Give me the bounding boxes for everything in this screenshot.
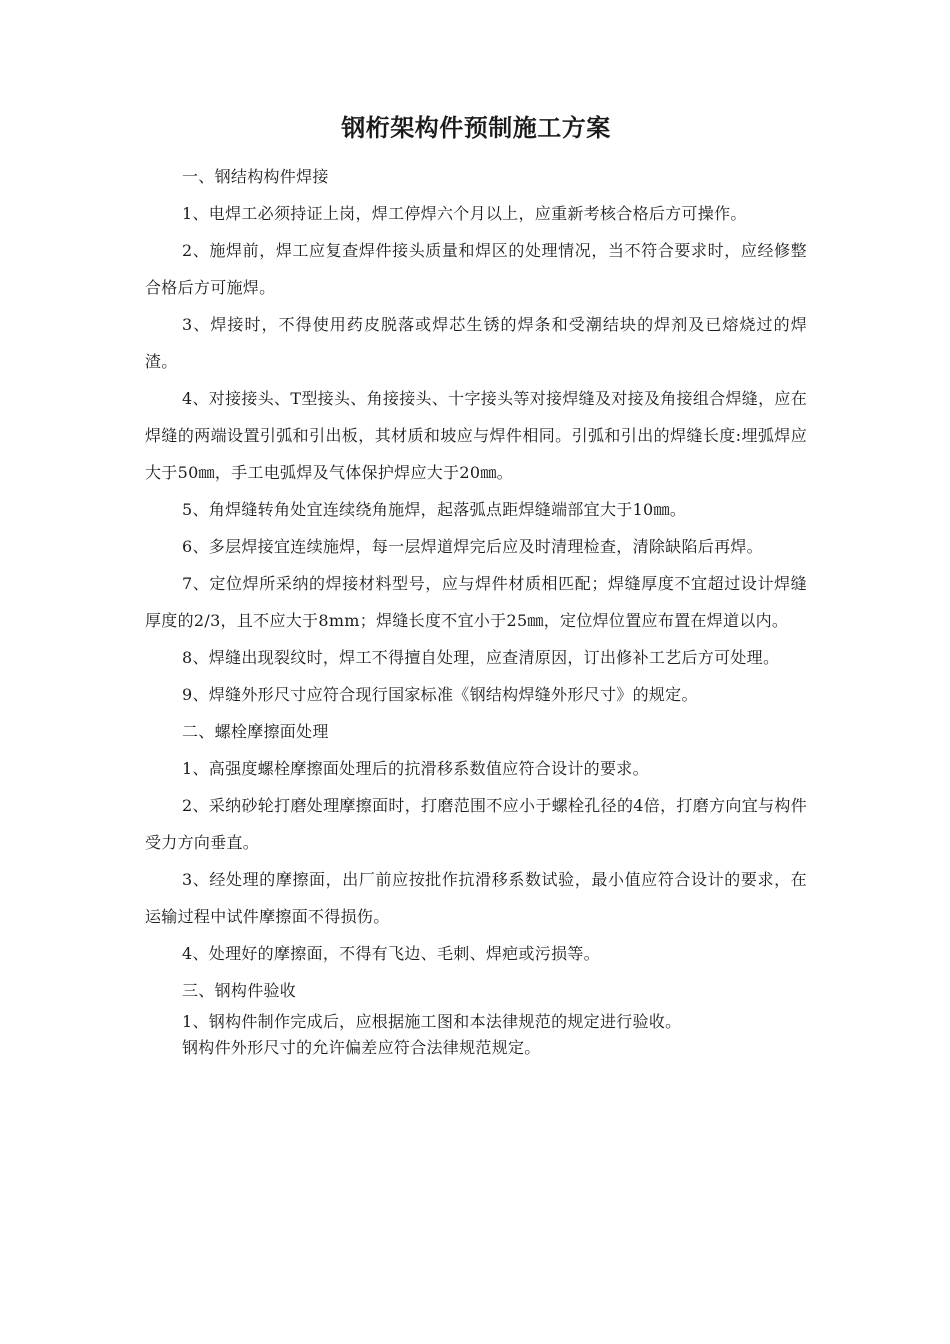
paragraph: 7、定位焊所采纳的焊接材料型号，应与焊件材质相匹配；焊缝厚度不宜超过设计焊缝厚度的2/3，且不应大于8mm；焊缝长度不宜小于25㎜，定位焊位置应布置在焊道以内。	[145, 574, 807, 630]
paragraph: 3、经处理的摩擦面，出厂前应按批作抗滑移系数试验，最小值应符合设计的要求，在运输过程中试件摩擦面不得损伤。	[145, 870, 807, 926]
document-title: 钢桁架构件预制施工方案	[341, 113, 611, 142]
paragraph: 2、施焊前，焊工应复查焊件接头质量和焊区的处理情况，当不符合要求时，应经修整合格后方可施焊。	[145, 241, 807, 297]
paragraph: 1、电焊工必须持证上岗，焊工停焊六个月以上，应重新考核合格后方可操作。	[182, 204, 747, 223]
paragraph: 钢构件外形尺寸的允许偏差应符合法律规范规定。	[182, 1038, 541, 1057]
paragraph: 6、多层焊接宜连续施焊，每一层焊道焊完后应及时清理检查，清除缺陷后再焊。	[182, 537, 763, 556]
paragraph: 3、焊接时，不得使用药皮脱落或焊芯生锈的焊条和受潮结块的焊剂及已熔烧过的焊渣。	[145, 315, 807, 371]
paragraph: 1、钢构件制作完成后，应根据施工图和本法律规范的规定进行验收。	[182, 1012, 682, 1031]
paragraph: 5、角焊缝转角处宜连续绕角施焊，起落弧点距焊缝端部宜大于10㎜。	[182, 500, 687, 519]
paragraph: 4、处理好的摩擦面，不得有飞边、毛刺、焊疤或污损等。	[182, 944, 600, 963]
paragraph: 4、对接接头、T型接头、角接接头、十字接头等对接焊缝及对接及角接组合焊缝，应在焊缝的两端设置引弧和引出板，其材质和坡应与焊件相同。引弧和引出的焊缝长度:埋弧焊应大于50㎜，手工电弧焊及气体保护焊应大于20㎜。	[145, 389, 807, 482]
paragraph: 8、焊缝出现裂纹时，焊工不得擅自处理，应查清原因，订出修补工艺后方可处理。	[182, 648, 780, 667]
paragraph: 2、采纳砂轮打磨处理摩擦面时，打磨范围不应小于螺栓孔径的4倍，打磨方向宜与构件受力方向垂直。	[145, 796, 807, 852]
paragraph: 1、高强度螺栓摩擦面处理后的抗滑移系数值应符合设计的要求。	[182, 759, 649, 778]
document-page	[145, 108, 807, 1061]
paragraph: 9、焊缝外形尺寸应符合现行国家标准《钢结构焊缝外形尺寸》的规定。	[182, 685, 698, 704]
section-heading-acceptance: 三、钢构件验收	[182, 981, 297, 1000]
section-heading-welding: 一、钢结构构件焊接	[182, 167, 329, 186]
section-heading-bolt-friction: 二、螺栓摩擦面处理	[182, 722, 329, 741]
